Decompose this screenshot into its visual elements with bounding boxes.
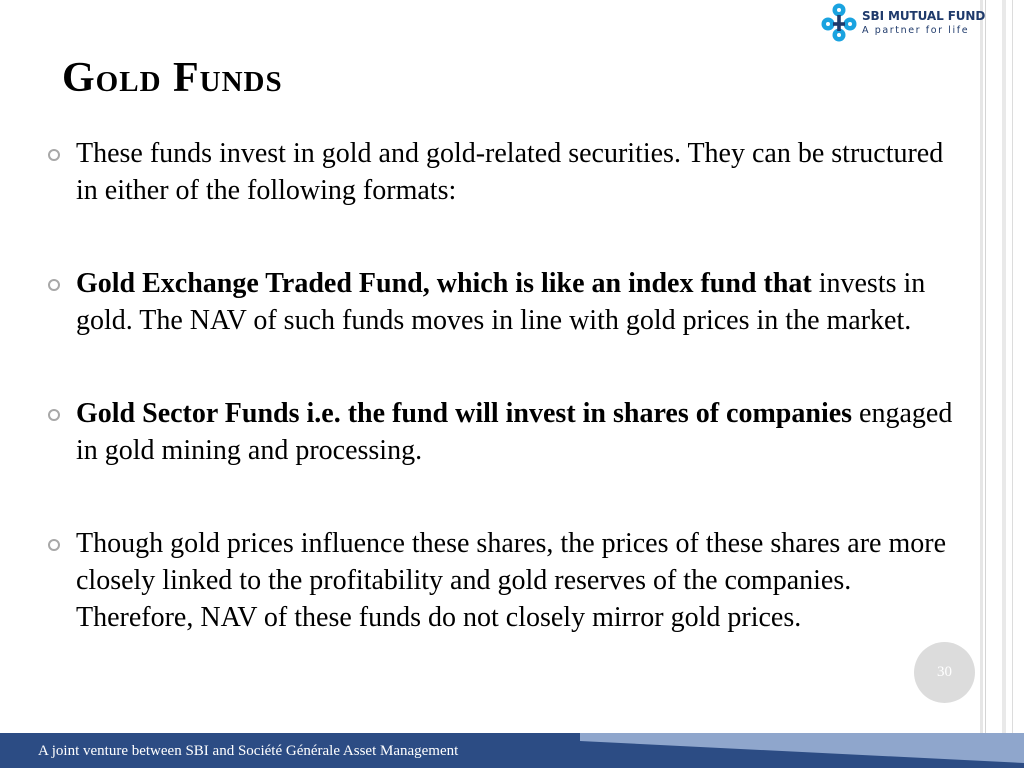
bullet-text: engaged in gold mining and processing. xyxy=(76,398,953,466)
bullet-ring-icon xyxy=(48,539,60,551)
sbi-mutual-fund-logo xyxy=(818,2,986,46)
bullet-item xyxy=(76,135,956,209)
footer-bar xyxy=(0,733,1024,768)
bullet-item xyxy=(76,265,956,339)
bullet-item xyxy=(76,395,956,469)
bullet-text: invests in gold. The NAV of such funds moves in line with gold prices in the market. xyxy=(76,268,926,336)
footer-text: A joint venture between SBI and Société Générale Asset Management xyxy=(38,743,459,759)
bullet-bold-text: Gold Sector Funds i.e. the fund will invest in shares of companies xyxy=(76,398,853,429)
logo-tagline: A partner for life xyxy=(862,25,970,36)
right-edge-stripe xyxy=(985,0,986,768)
bullet-ring-icon xyxy=(48,149,60,161)
bullet-list xyxy=(76,135,956,692)
bullet-text: These funds invest in gold and gold-related securities. They can be structured in either of the following formats: xyxy=(76,138,944,206)
right-edge-stripe xyxy=(980,0,983,768)
bullet-text: Though gold prices influence these shares, the prices of these shares are more closely linked to the profitability and gold reserves of the companies. Therefore, NAV of these funds do not closely mirror gold prices. xyxy=(76,528,947,633)
page-number-badge: 30 xyxy=(914,642,975,703)
right-edge-stripe xyxy=(1002,0,1006,768)
bullet-bold-text: Gold Exchange Traded Fund, which is like an index fund that xyxy=(76,268,812,299)
right-edge-stripe xyxy=(1012,0,1013,768)
sbi-logo-mark-icon xyxy=(820,2,858,46)
bullet-ring-icon xyxy=(48,409,60,421)
logo-name: SBI MUTUAL FUND xyxy=(862,9,986,23)
bullet-ring-icon xyxy=(48,279,60,291)
slide-title: Gold Funds xyxy=(62,55,283,101)
bullet-item xyxy=(76,525,956,636)
